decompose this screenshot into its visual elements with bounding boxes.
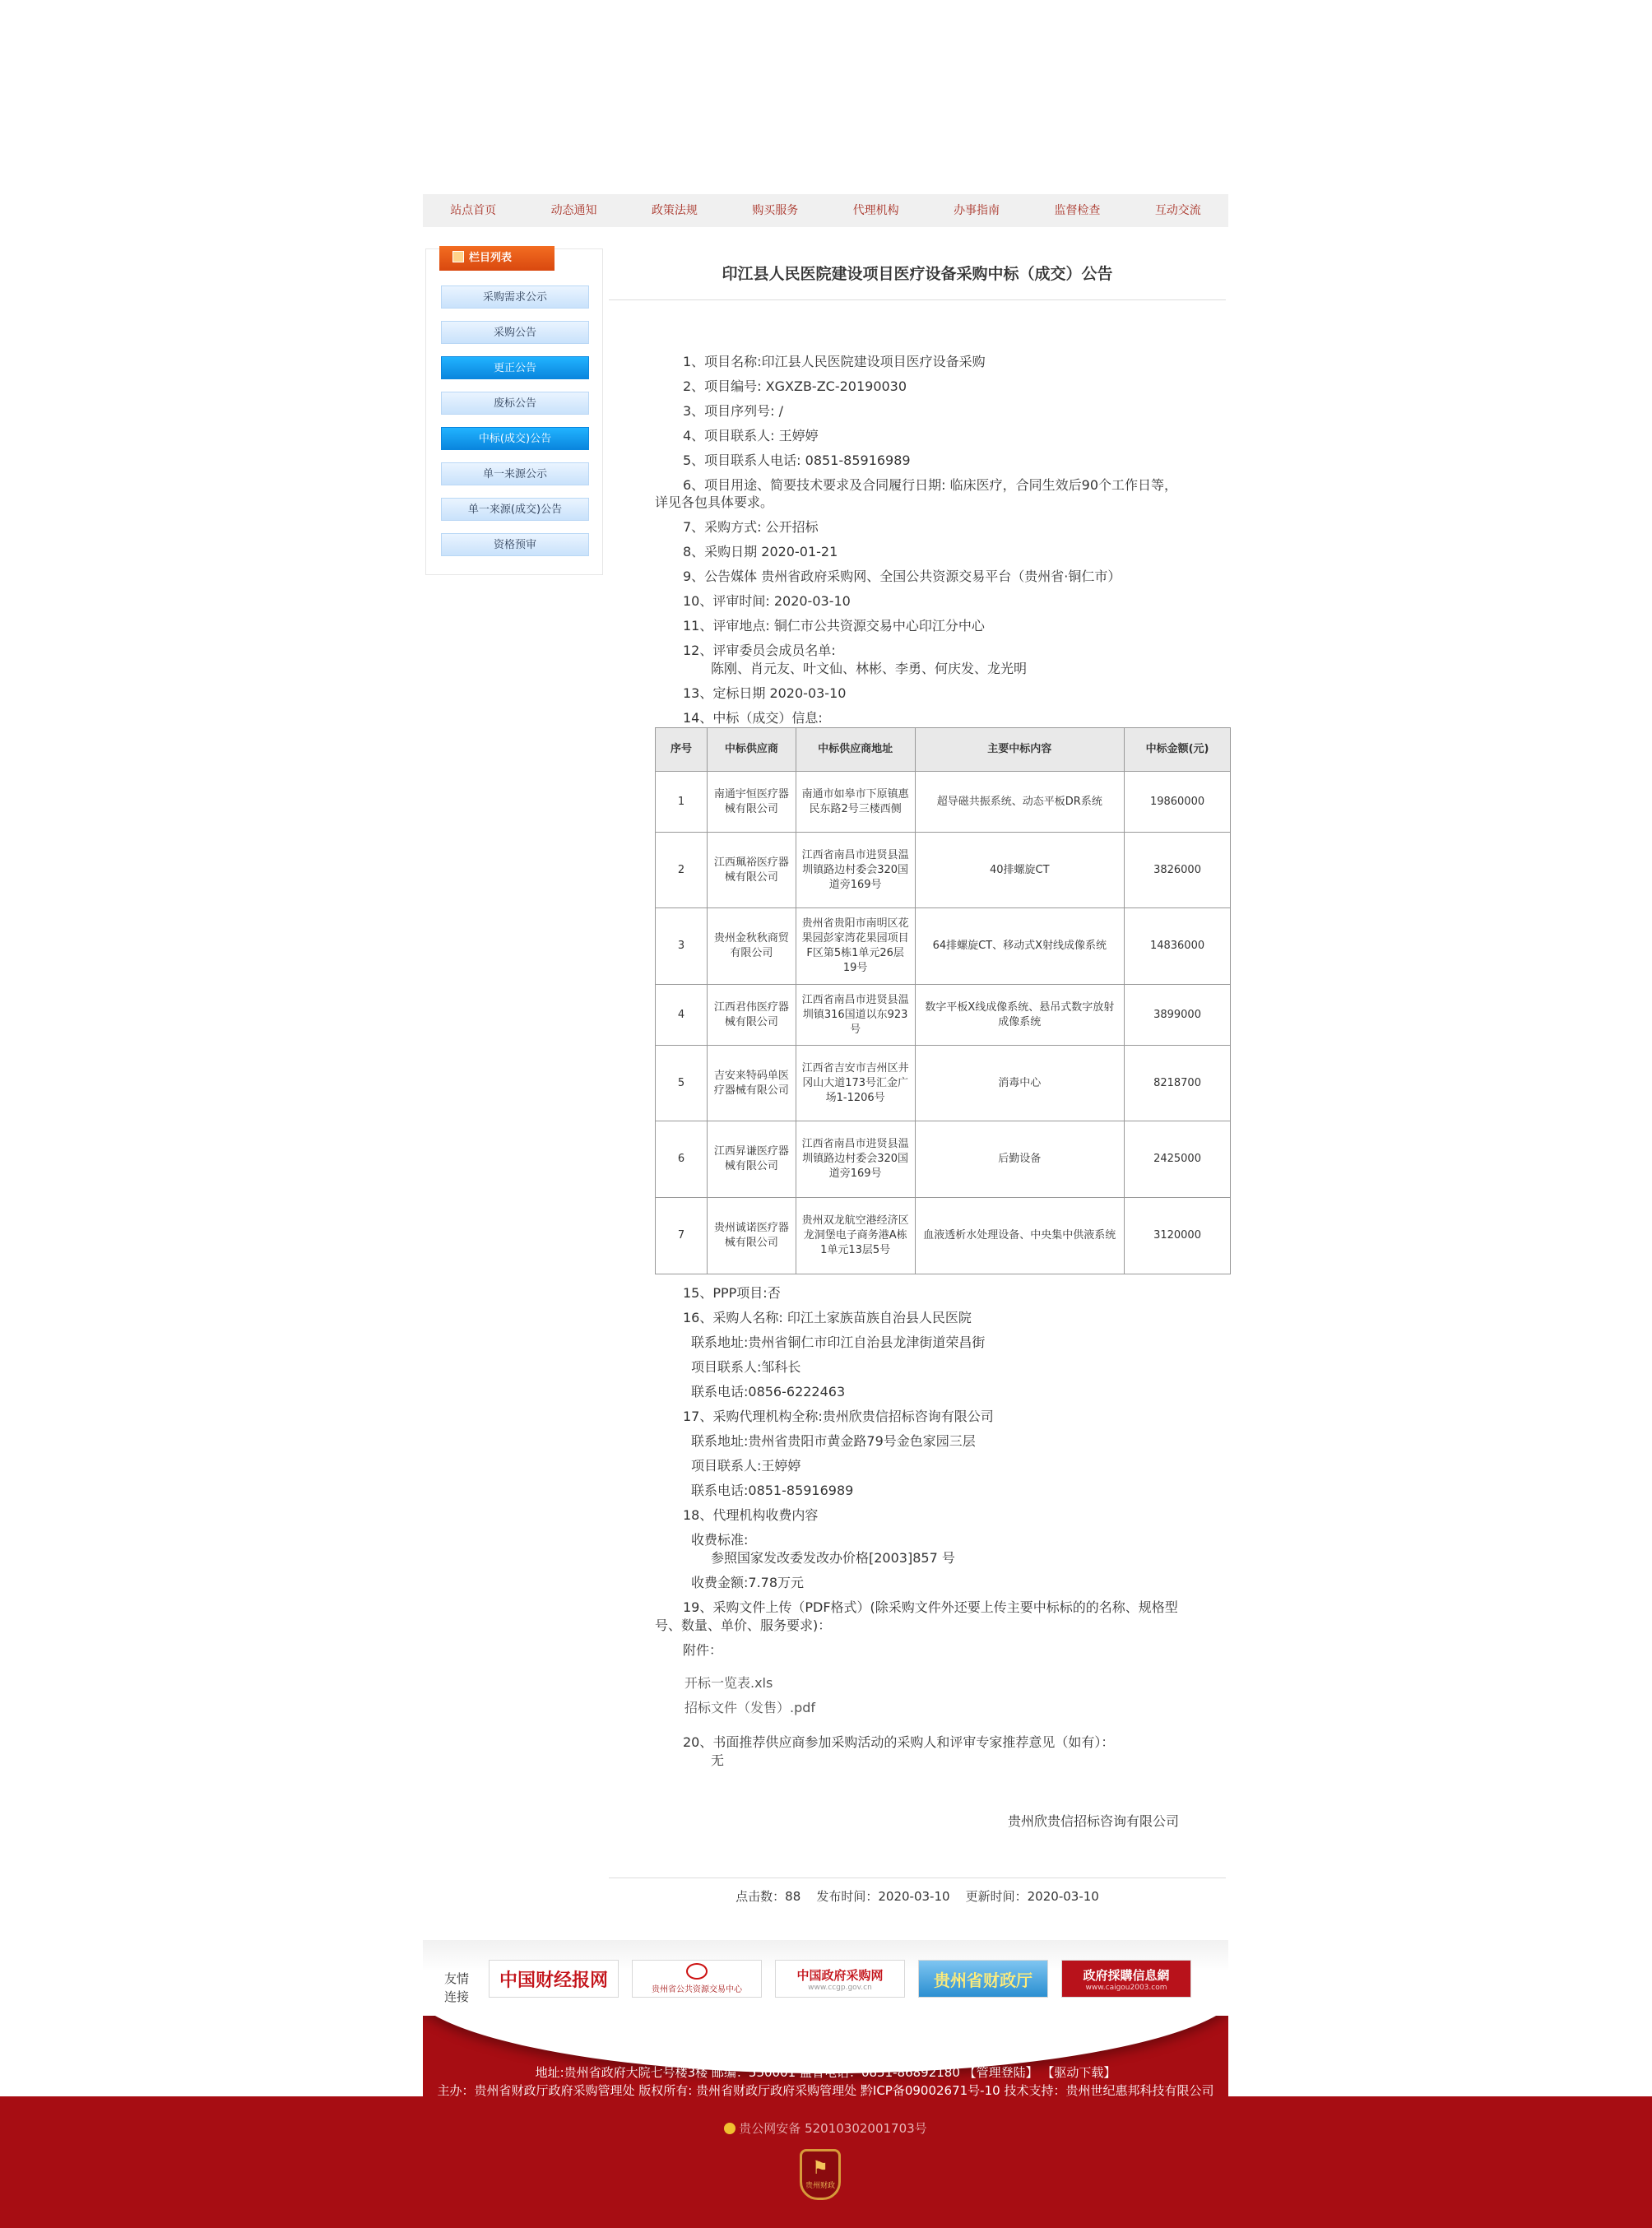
cell-address: 贵州双龙航空港经济区龙洞堡电子商务港A栋1单元13层5号 [796,1198,915,1274]
table-row [656,1198,1231,1274]
link-caigou2003[interactable]: 政府採購信息網 www.caigou2003.com [1061,1960,1191,1998]
cell-supplier: 吉安来特码单医疗器械有限公司 [707,1046,796,1121]
th-no: 序号 [656,728,708,772]
cell-no: 4 [656,985,708,1046]
award-table [655,727,1231,1274]
item-usage-cont: 详见各包具体要求。 [655,494,774,510]
item-usage: 6、项目用途、简要技术要求及合同履行日期: 临床医疗，合同生效后90个工作日等， [683,477,1178,493]
item-method: 7、采购方式: 公开招标 [683,519,819,535]
item-fee: 18、代理机构收费内容 [683,1507,819,1523]
clicks-label: 点击数： [736,1889,786,1904]
table-row [656,908,1231,985]
cell-supplier: 贵州金秋秋商贸有限公司 [707,908,796,985]
nav-services[interactable]: 购买服务 [752,204,799,217]
list-icon [452,251,464,262]
item-fee-amount: 收费金额:7.78万元 [691,1575,805,1590]
item-attachments-label: 附件： [683,1642,723,1658]
item-purchaser: 16、采购人名称: 印江土家族苗族自治县人民医院 [683,1310,972,1325]
table-header-row [656,728,1231,772]
item-fee-standard-label: 收费标准: [691,1532,749,1548]
published-date: 2020-03-10 [878,1889,950,1904]
item-serial: 3、项目序列号: / [683,403,784,419]
sidebar-item-demand[interactable]: 采购需求公示 [441,285,589,309]
th-supplier: 中标供应商 [707,728,796,772]
sidebar-item-correction[interactable]: 更正公告 [441,356,589,379]
item-award-info: 14、中标（成交）信息: [683,710,823,726]
item-project-code: 2、项目编号: XGXZB-ZC-20190030 [683,378,907,394]
cell-no: 2 [656,833,708,908]
sidebar-item-cancel[interactable]: 废标公告 [441,392,589,415]
item-recommendation: 20、书面推荐供应商参加采购活动的采购人和评审专家推荐意见（如有）： [683,1734,1115,1750]
sidebar-item-prequalification[interactable]: 资格预审 [441,533,589,556]
nav-interaction[interactable]: 互动交流 [1154,204,1201,217]
link-cfen[interactable]: 中国财经报网 [489,1960,619,1998]
sidebar-item-single-source[interactable]: 单一来源公示 [441,462,589,485]
cell-content: 64排螺旋CT、移动式X射线成像系统 [915,908,1125,985]
item-award-date: 13、定标日期 2020-03-10 [683,685,847,701]
item-contact-phone: 5、项目联系人电话: 0851-85916989 [683,453,911,468]
links-label: 友情连接 [444,1971,470,2004]
table-row [656,985,1231,1046]
item-agency-address: 联系地址:贵州省贵阳市黄金路79号金色家园三层 [691,1433,976,1449]
attachment-link-xls[interactable]: 开标一览表.xls [684,1675,773,1691]
th-address: 中标供应商地址 [796,728,915,772]
cell-amount: 3826000 [1125,833,1231,908]
item-project-name: 1、项目名称:印江县人民医院建设项目医疗设备采购 [683,354,986,369]
table-row [656,772,1231,833]
footer-address: 地址:贵州省政府大院七号楼3楼 邮编：550001 监督电话：0851-86892180 【管理登陆】 【驱动下载】 [535,2065,1116,2080]
cell-amount: 14836000 [1125,908,1231,985]
item-committee-names: 陈刚、肖元友、叶文仙、林彬、李勇、何庆发、龙光明 [711,661,1028,676]
article-meta [609,1887,1226,1905]
item-agency-phone: 联系电话:0851-85916989 [691,1483,854,1498]
sidebar-item-announcement[interactable]: 采购公告 [441,321,589,344]
cell-supplier: 贵州诚诺医疗器械有限公司 [707,1198,796,1274]
cell-address: 南通市如皋市下原镇惠民东路2号三楼西侧 [796,772,915,833]
item-ppp: 15、PPP项目:否 [683,1285,781,1301]
cell-amount: 19860000 [1125,772,1231,833]
item-fee-standard: 参照国家发改委发改办价格[2003]857 号 [711,1550,955,1566]
footer-police[interactable]: 贵公网安备 52010302001703号 [423,2119,1228,2137]
cell-content: 消毒中心 [915,1046,1125,1121]
emblem-icon [686,1963,708,1980]
item-media: 9、公告媒体 贵州省政府采购网、全国公共资源交易平台（贵州省·铜仁市） [683,569,1121,584]
nav-news[interactable]: 动态通知 [550,204,597,217]
item-agency-contact: 项目联系人:王婷婷 [691,1458,801,1474]
friend-links [423,1940,1228,2019]
nav-agencies[interactable]: 代理机构 [852,204,899,217]
cell-no: 7 [656,1198,708,1274]
cell-no: 6 [656,1121,708,1198]
item-review-place: 11、评审地点: 铜仁市公共资源交易中心印江分中心 [683,618,985,634]
cell-address: 江西省南昌市进贤县温圳镇路边村委会320国道旁169号 [796,833,915,908]
published-label: 发布时间： [816,1889,879,1904]
cell-no: 3 [656,908,708,985]
updated-label: 更新时间： [965,1889,1028,1904]
item-review-time: 10、评审时间: 2020-03-10 [683,593,851,609]
cell-content: 血液透析水处理设备、中央集中供液系统 [915,1198,1125,1274]
cell-supplier: 江西昇谦医疗器械有限公司 [707,1121,796,1198]
cell-address: 江西省吉安市吉州区井冈山大道173号汇金广场1-1206号 [796,1046,915,1121]
cell-content: 数字平板X线成像系统、悬吊式数字放射成像系统 [915,985,1125,1046]
sidebar [425,248,603,575]
cell-content: 40排螺旋CT [915,833,1125,908]
nav-supervision[interactable]: 监督检查 [1054,204,1101,217]
cell-amount: 3120000 [1125,1198,1231,1274]
top-nav [423,194,1228,227]
sidebar-item-single-source-award[interactable]: 单一来源(成交)公告 [441,498,589,521]
nav-guide[interactable]: 办事指南 [954,204,1000,217]
cell-address: 江西省南昌市进贤县温圳镇路边村委会320国道旁169号 [796,1121,915,1198]
cell-no: 1 [656,772,708,833]
th-content: 主要中标内容 [915,728,1125,772]
cell-amount: 8218700 [1125,1046,1231,1121]
item-purchaser-address: 联系地址:贵州省铜仁市印江自治县龙津街道荣昌街 [691,1334,986,1350]
link-gz-finance[interactable]: 贵州省财政厅 [918,1960,1048,1998]
table-row [656,1121,1231,1198]
item-committee: 12、评审委员会成员名单: [683,643,836,658]
attachment-link-pdf[interactable]: 招标文件（发售）.pdf [684,1700,816,1715]
table-row [656,1046,1231,1121]
item-recommendation-value: 无 [711,1752,725,1768]
police-badge-icon [724,2123,736,2134]
item-purchaser-phone: 联系电话:0856-6222463 [691,1384,846,1399]
cell-supplier: 江西珮裕医疗器械有限公司 [707,833,796,908]
finance-badge[interactable]: ⚑ 贵州财政 [800,2149,841,2200]
footer-copyright: 主办：贵州省财政厅政府采购管理处 版权所有: 贵州省财政厅政府采购管理处 黔ICP备09002671号-10 技术支持：贵州世纪惠邦科技有限公司 [437,2083,1214,2098]
cell-content: 后勤设备 [915,1121,1125,1198]
cell-no: 5 [656,1046,708,1121]
item-upload-cont: 号、数量、单价、服务要求)： [655,1618,832,1633]
signature: 贵州欣贵信招标咨询有限公司 [1008,1813,1180,1829]
nav-home[interactable]: 站点首页 [450,204,497,217]
cell-amount: 3899000 [1125,985,1231,1046]
item-upload: 19、采购文件上传（PDF格式）(除采购文件外还要上传主要中标标的的名称、规格型 [683,1599,1178,1615]
updated-date: 2020-03-10 [1027,1889,1099,1904]
divider [609,299,1226,300]
item-date: 8、采购日期 2020-01-21 [683,544,838,559]
sidebar-heading: 栏目列表 [439,246,555,271]
click-count: 88 [785,1889,801,1904]
page-title: 印江县人民医院建设项目医疗设备采购中标（成交）公告 [722,265,1113,283]
table-row [656,833,1231,908]
cell-supplier: 江西君伟医疗器械有限公司 [707,985,796,1046]
item-purchaser-contact: 项目联系人:邹科长 [691,1359,801,1375]
item-contact: 4、项目联系人: 王婷婷 [683,428,819,443]
cell-address: 贵州省贵阳市南明区花果园彭家湾花果园项目F区第5栋1单元26层19号 [796,908,915,985]
cell-address: 江西省南昌市进贤县温圳镇316国道以东923号 [796,985,915,1046]
item-agency: 17、采购代理机构全称:贵州欣贵信招标咨询有限公司 [683,1409,994,1424]
link-gz-public-resources[interactable]: 贵州省公共资源交易中心 [632,1960,762,1998]
cell-supplier: 南通宇恒医疗器械有限公司 [707,772,796,833]
cell-amount: 2425000 [1125,1121,1231,1198]
sidebar-item-award[interactable]: 中标(成交)公告 [441,427,589,450]
nav-policy[interactable]: 政策法规 [651,204,698,217]
link-ccgp[interactable]: 中国政府采购网 www.ccgp.gov.cn [775,1960,905,1998]
th-amount: 中标金额(元) [1125,728,1231,772]
cell-content: 超导磁共振系统、动态平板DR系统 [915,772,1125,833]
